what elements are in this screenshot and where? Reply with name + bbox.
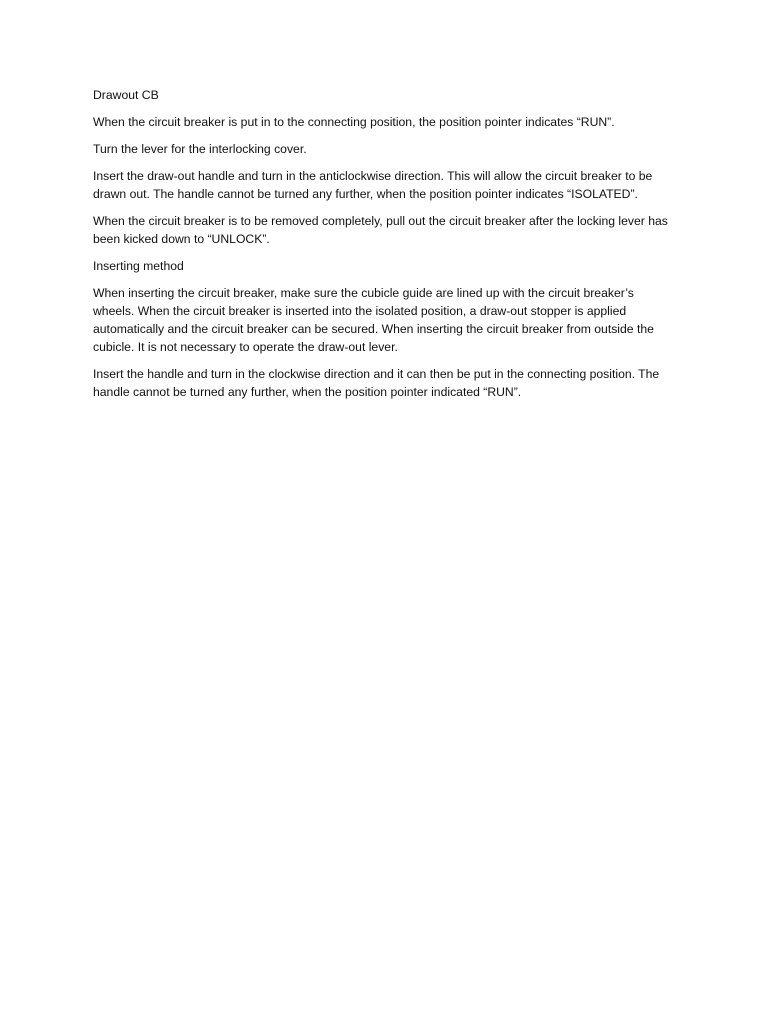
section-heading-inserting-method: Inserting method [93,259,184,273]
paragraph-remove-completely: When the circuit breaker is to be removed completely, pull out the circuit breaker after the locking lever has been kicked down to “UNLOCK”. [93,214,668,246]
document-body [93,86,673,410]
paragraph-inserting-breaker: When inserting the circuit breaker, make sure the cubicle guide are lined up with the circuit breaker’s wheels. When the circuit breaker is inserted into the isolated position, a draw-out stopper is applied automatically and the circuit breaker can be secured. When inserting the circuit breaker from outside the cubicle. It is not necessary to operate the draw-out lever. [93,286,654,354]
paragraph-insert-handle: Insert the handle and turn in the clockwise direction and it can then be put in the connecting position. The handle cannot be turned any further, when the position pointer indicated “RUN”. [93,367,660,399]
document-title: Drawout CB [93,88,159,102]
paragraph-interlocking-cover: Turn the lever for the interlocking cover. [93,142,307,156]
paragraph-drawout-handle: Insert the draw-out handle and turn in the anticlockwise direction. This will allow the circuit breaker to be drawn out. The handle cannot be turned any further, when the position pointer indicates “ISOLATED”. [93,169,653,201]
paragraph-run-position: When the circuit breaker is put in to the connecting position, the position pointer indicates “RUN”. [93,115,615,129]
